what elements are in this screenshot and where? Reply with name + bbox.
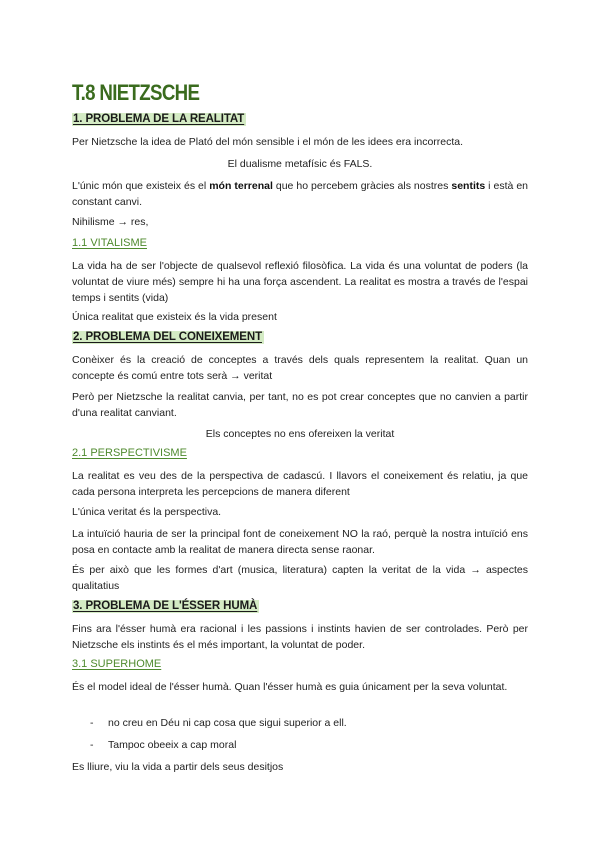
centered-statement: Els conceptes no ens ofereixen la veritat — [205, 428, 395, 440]
paragraph: Per Nietzsche la idea de Plató del món sensible i el món de les idees era incorrecta. — [72, 136, 464, 148]
section-heading-realitat: 1. PROBLEMA DE LA REALITAT — [73, 113, 245, 125]
paragraph: Es lliure, viu la vida a partir dels seus desitjos — [72, 761, 284, 773]
section-heading-coneixement: 2. PROBLEMA DEL CONEIXEMENT — [73, 331, 262, 343]
paragraph: És el model ideal de l'ésser humà. Quan l'ésser humà es guia únicament per la seva voluntat. — [72, 681, 508, 693]
paragraph: La intuïció hauria de ser la principal font de coneixement NO la raó, perquè la nostra intuïció ens posa en contacte amb la realitat de manera directa sense raonar. — [72, 528, 528, 556]
paragraph: Conèixer és la creació de conceptes a través dels quals representem la realitat. Quan un concepte és comú entre tots serà → veritat — [72, 354, 528, 382]
list-item-text: Tampoc obeeix a cap moral — [108, 739, 237, 751]
paragraph: Nihilisme → res, — [72, 216, 149, 228]
subsection-heading-perspectivisme: 2.1 PERSPECTIVISME — [72, 447, 187, 459]
bold-term: món terrenal — [209, 180, 273, 192]
section-heading-esser-huma: 3. PROBLEMA DE L'ÉSSER HUMÀ — [73, 600, 258, 612]
bullet-dash: - — [90, 717, 94, 729]
paragraph: Però per Nietzsche la realitat canvia, per tant, no es pot crear conceptes que no canvien a partir d'una realitat canviant. — [72, 391, 528, 419]
list-item — [90, 737, 236, 753]
subsection-heading-superhome: 3.1 SUPERHOME — [72, 658, 162, 670]
text-span: L'únic món que existeix és el — [72, 180, 210, 192]
text-span: i està en constant canvi. — [72, 180, 529, 208]
paragraph: La realitat es veu des de la perspectiva de cadascú. I llavors el coneixement és relatiu, ja que cada persona interpreta les percepcions de manera diferent — [72, 470, 528, 498]
paragraph: Única realitat que existeix és la vida present — [72, 311, 277, 323]
text-span: que ho percebem gràcies als nostres — [272, 180, 452, 192]
bullet-dash: - — [90, 739, 94, 751]
page-title: T.8 NIETZSCHE — [72, 80, 200, 105]
paragraph — [72, 178, 528, 210]
paragraph: És per això que les formes d'art (musica, literatura) capten la veritat de la vida → aspectes qualitatius — [72, 564, 528, 592]
list-item-text: no creu en Déu ni cap cosa que sigui superior a ell. — [108, 717, 347, 729]
centered-statement: El dualisme metafísic és FALS. — [227, 158, 373, 170]
bold-term: sentits — [451, 180, 486, 192]
list-item — [90, 715, 347, 731]
paragraph: La vida ha de ser l'objecte de qualsevol reflexió filosòfica. La vida és una voluntat de poders (la voluntat de viure més) sempre hi ha una força ascendent. La realitat es mostra a través de l'espai temps i sentits (vida) — [72, 260, 528, 304]
subsection-heading-vitalisme: 1.1 VITALISME — [72, 237, 147, 249]
paragraph: Fins ara l'ésser humà era racional i les passions i instints havien de ser controlades. Però per Nietzsche els instints és el més important, la voluntat de poder. — [72, 623, 528, 651]
paragraph: L'única veritat és la perspectiva. — [72, 506, 222, 518]
